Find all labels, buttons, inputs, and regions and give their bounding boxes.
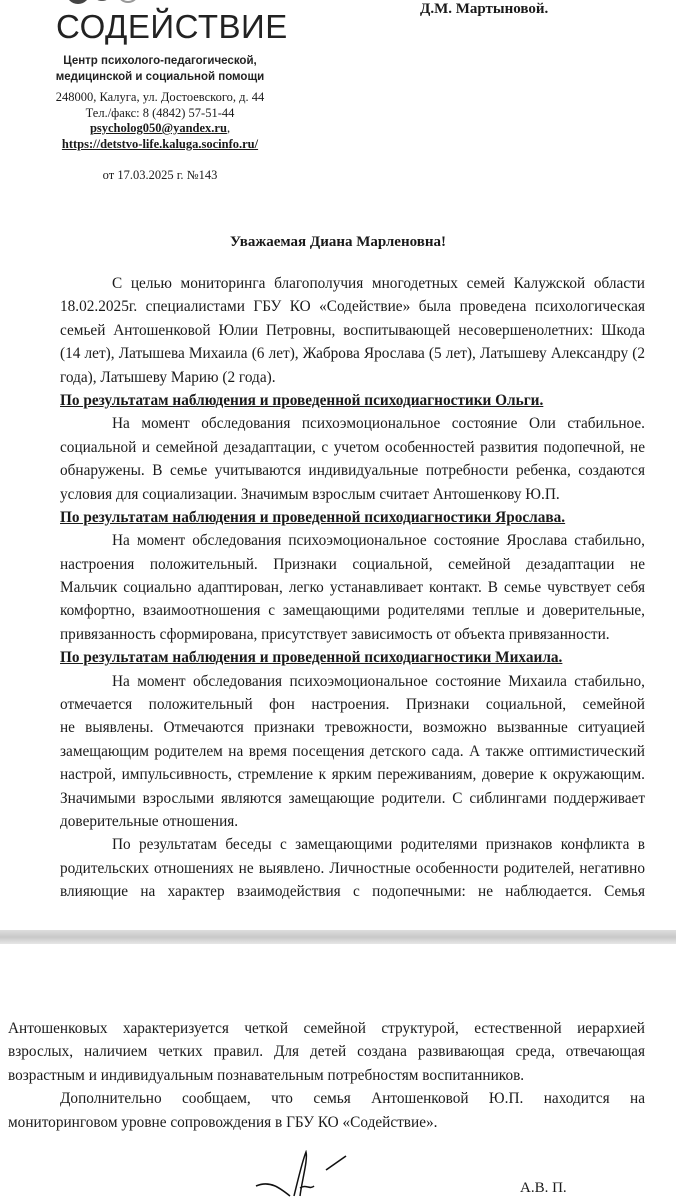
signatory-name: А.В. П.	[520, 1180, 567, 1196]
brand-name: СОДЕЙСТВИЕ	[56, 8, 288, 45]
text-line: условия для социализации. Значимым взрослым считает Антошенкову Ю.П.	[60, 485, 560, 503]
text-line: года), Латышеву Марию (2 года).	[60, 368, 276, 386]
email-suffix: ,	[226, 121, 231, 135]
text-line: настроения положительный. Признаки социальной, семейной дезадаптации не	[60, 555, 645, 573]
text-line: доверительные отношения.	[60, 812, 239, 830]
subtitle-line: медицинской и социальной помощи	[55, 71, 265, 83]
org-contacts	[40, 90, 280, 152]
email-link[interactable]: psycholog050@yandex.ru	[89, 121, 227, 135]
text-line: замещающим родителем на время посещения детского сада. А также оптимистический	[60, 742, 645, 760]
subtitle-line: Центр психолого-педагогической,	[63, 55, 257, 67]
letter-body-page2	[8, 1017, 645, 1134]
text-line: настрой, импульсивность, стремление к ярким переживаниям, доверие к окружающим.	[60, 766, 645, 784]
text-line: Дополнительно сообщаем, что семья Антошенковой Ю.П. находится на	[60, 1090, 645, 1108]
text-line: привязанность сформирована, присутствует зависимость от объекта привязанности.	[60, 625, 610, 643]
website-link[interactable]: https://detstvo-life.kaluga.socinfo.ru/	[61, 136, 259, 151]
address: 248000, Калуга, ул. Достоевского, д. 44	[55, 90, 265, 104]
text-line: семьей Антошенковой Юлии Петровны, воспитывающей несовершенолетних: Шкода	[60, 321, 645, 339]
text-line: возрастным и индивидуальным познавательным потребностям воспитанников.	[8, 1066, 525, 1084]
text-line: Значимыми взрослыми являются замещающие родители. С сиблингами поддерживает	[60, 789, 645, 807]
signature	[250, 1150, 390, 1200]
text-line: На момент обследования психоэмоциональное состояние Ярослава стабильно,	[112, 532, 645, 550]
outgoing-number: от 17.03.2025 г. №143	[102, 168, 218, 182]
text-line: Антошенковых характеризуется четкой семейной структурой, естественной иерархией	[8, 1020, 645, 1037]
text-line: родительских отношениях не выявлено. Личностные особенности родителей, негативно	[60, 859, 645, 877]
section-heading: По результатам наблюдения и проведенной психодиагностики Ольги.	[60, 391, 544, 409]
letter-body-page1	[60, 272, 645, 904]
phone: Тел./факс: 8 (4842) 57-51-44	[85, 105, 235, 120]
recipient-name: Д.М. Мартыновой.	[420, 1, 549, 17]
text-line: мониторинговом уровне сопровождения в ГБУ КО «Содействие».	[8, 1113, 438, 1131]
org-subtitle	[40, 53, 280, 85]
text-line: На момент обследования психоэмоциональное состояние Михаила стабильно,	[112, 672, 645, 690]
text-line: С целью мониторинга благополучия многодетных семей Калужской области	[112, 275, 645, 292]
text-line: По результатам беседы с замещающими родителями признаков конфликта в	[112, 836, 645, 854]
text-line: обнаружены. В семье учитываются индивидуальные потребности ребенка, создаются	[60, 462, 645, 480]
text-line: На момент обследования психоэмоциональное состояние Оли стабильное.	[112, 415, 645, 433]
text-line: комфортно, взаимоотношения с замещающими родителями теплые и доверительные,	[60, 602, 645, 620]
section-heading: По результатам наблюдения и проведенной психодиагностики Ярослава.	[60, 508, 566, 526]
page-divider	[0, 930, 676, 944]
text-line: влияющие на характер взаимодействия с подопечными: не наблюдается. Семья	[60, 883, 645, 901]
text-line: (14 лет), Латышева Михаила (6 лет), Жаброва Ярослава (5 лет), Латышеву Александру (2	[60, 345, 645, 363]
text-line: взрослых, наличием четких правил. Для детей создана развивающая среда, отвечающая	[8, 1043, 645, 1061]
greeting: Уважаемая Диана Марленовна!	[230, 234, 446, 250]
text-line: отмечается положительный фон настроения. Признаки социальной, семейной	[60, 696, 645, 714]
text-line: 18.02.2025г. специалистами ГБУ КО «Содействие» была проведена психологическая	[60, 298, 645, 316]
section-heading: По результатам наблюдения и проведенной психодиагностики Михаила.	[60, 649, 563, 667]
text-line: социальной и семейной дезадаптации, с учетом особенностей развития подопечной, не	[60, 438, 645, 456]
text-line: не выявлены. Отмечаются признаки тревожности, возможно вызванные ситуацией	[60, 719, 645, 737]
text-line: Мальчик социально адаптирован, легко устанавливает контакт. В семье чувствует себя	[60, 579, 645, 597]
